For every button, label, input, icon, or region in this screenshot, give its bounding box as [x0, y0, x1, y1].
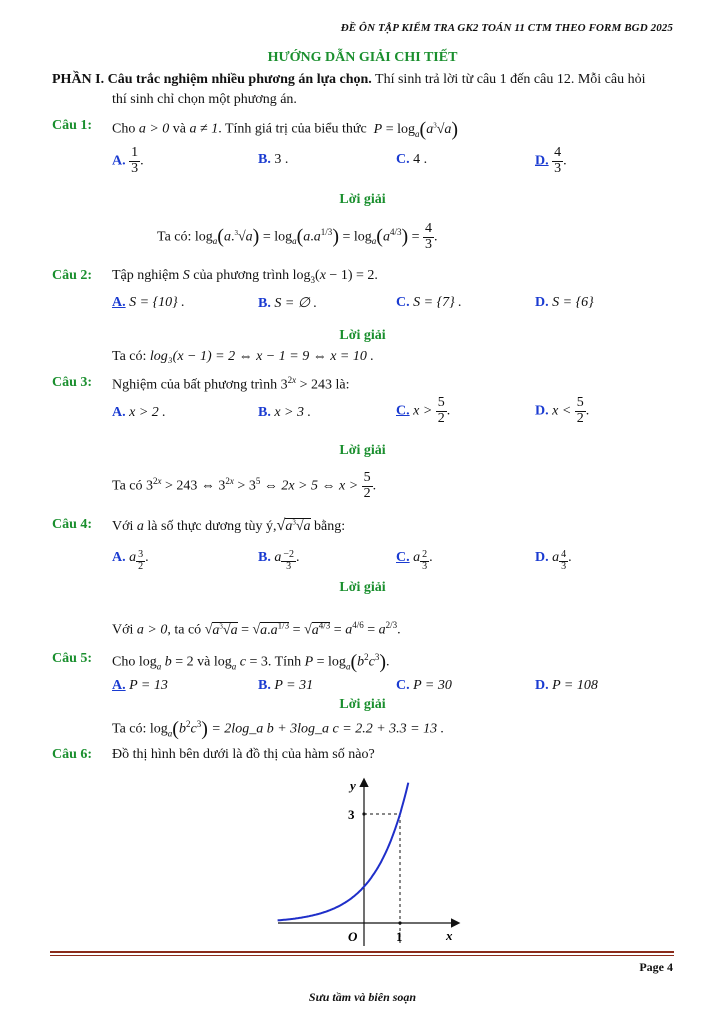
x-axis-label: x: [446, 928, 453, 943]
tick-y-mark: [362, 812, 365, 815]
q1-cond1: a > 0: [138, 121, 170, 137]
page-number: Page 4: [639, 960, 673, 974]
y-axis-label: y: [350, 778, 356, 793]
part1-intro: [52, 72, 645, 88]
q1-ask: . Tính giá trị của biểu thức: [218, 121, 367, 137]
q1-expression: $P = \log_a(a^3√a)$: [373, 118, 459, 140]
part1-label: PHẦN I.: [52, 72, 105, 87]
tick-x-label: 1: [396, 929, 403, 944]
q3-solution: Ta có $3^{2x} > 243$ ⇔ $3^{2x} > 3^5$ ⇔ 2x > 5 ⇔ x > $\frac{5}{2}$ .: [112, 470, 377, 501]
q4-option-d[interactable]: D. a $\frac{4}{3}$ .: [535, 549, 572, 572]
q2-solution-label: Lời giải: [339, 328, 386, 343]
question-5-text: Cho $\log_a b = 2$ và $\log_a c = 3$. Tính $P = \log_a(b^2c^3)$.: [112, 651, 390, 673]
part1-text1: Thí sinh trả lời từ câu 1 đến câu 12. Mỗi câu hỏi: [375, 72, 646, 87]
q3-solution-label: Lời giải: [339, 443, 386, 458]
document-header: ĐỀ ÔN TẬP KIỂM TRA GK2 TOÁN 11 CTM THEO FORM BGD 2025: [340, 22, 673, 34]
q4-solution: Với a > 0, ta có $√a^3√a = √a.a^{1/3} = √a^{4/3} = a^{4/6} = a^{2/3}$.: [112, 620, 401, 638]
exponential-graph: [260, 770, 470, 948]
question-3-text: Nghiệm của bất phương trình $3^{2x} > 243$ là:: [112, 375, 350, 393]
footer-note: Sưu tầm và biên soạn: [308, 990, 417, 1004]
main-title: HƯỚNG DẪN GIẢI CHI TIẾT: [267, 50, 458, 65]
function-curve: [278, 783, 409, 921]
footer-rule-thin: [50, 955, 674, 956]
q2-option-a[interactable]: A. S = {10} .: [112, 295, 185, 310]
question-6-label: Câu 6:: [52, 747, 93, 762]
q1-solution-label: Lời giải: [339, 192, 386, 207]
q1-cond2: a ≠ 1: [189, 121, 219, 137]
q4-option-a[interactable]: A. a $\frac{3}{2}$ .: [112, 549, 149, 572]
question-6-text: Đồ thị hình bên dưới là đồ thị của hàm số nào?: [112, 747, 375, 762]
q1-and: và: [172, 121, 187, 137]
q5-option-b[interactable]: B. P = 31: [258, 678, 314, 693]
q4-option-b[interactable]: B. a $\frac{-2}{3}$ .: [258, 549, 300, 572]
q1-option-d[interactable]: D. $\frac{4}{3}$ .: [535, 145, 567, 176]
q1-option-a[interactable]: A. $\frac{1}{3}$ .: [112, 145, 144, 176]
q2-solution: Ta có: log₃(x − 1) = 2 ⇔ x − 1 = 9 ⇔ x = 10 .: [112, 349, 374, 364]
q2-option-d[interactable]: D. S = {6}: [535, 295, 594, 310]
origin-label: O: [348, 929, 358, 944]
question-3-label: Câu 3:: [52, 375, 93, 390]
q4-option-c[interactable]: C. a $\frac{2}{3}$ .: [396, 549, 433, 572]
part1-text2: thí sinh chỉ chọn một phương án.: [112, 92, 297, 107]
question-1-text: [112, 118, 458, 141]
question-4-label: Câu 4:: [52, 517, 93, 532]
q1-option-c[interactable]: C. 4 .: [396, 152, 428, 167]
part1-bold-text: Câu trắc nghiệm nhiều phương án lựa chọn.: [107, 72, 372, 87]
q2-option-b[interactable]: B. S = ∅ .: [258, 296, 317, 311]
tick-x-mark: [398, 921, 401, 924]
q5-option-d[interactable]: D. P = 108: [535, 678, 598, 693]
q2-option-c[interactable]: C. S = {7} .: [396, 295, 462, 310]
q1-intro: Cho: [112, 121, 136, 137]
question-2-text: Tập nghiệm S của phương trình $\log_3(x - 1) = 2$.: [112, 268, 378, 285]
q1-option-b[interactable]: B. 3 .: [258, 152, 289, 167]
q1-solution: Ta có: $\log_a(a.^3√a) = \log_a(a.a^{1/3}) = \log_a(a^{4/3})$ = $\frac{4}{3}$ .: [157, 221, 438, 252]
q5-option-a[interactable]: A. P = 13: [112, 678, 168, 693]
q5-option-c[interactable]: C. P = 30: [396, 678, 452, 693]
footer-rule-thick: [50, 951, 674, 953]
q4-solution-label: Lời giải: [339, 580, 386, 595]
question-2-label: Câu 2:: [52, 268, 93, 283]
question-1-label: Câu 1:: [52, 118, 93, 133]
q5-solution-label: Lời giải: [339, 697, 386, 712]
q3-option-b[interactable]: B. x > 3 .: [258, 405, 312, 420]
question-5-label: Câu 5:: [52, 651, 93, 666]
q3-option-a[interactable]: A. x > 2 .: [112, 405, 166, 420]
q3-option-d[interactable]: D. x < $\frac{5}{2}$ .: [535, 395, 590, 426]
tick-y-label: 3: [348, 807, 355, 822]
question-4-text: Với a là số thực dương tùy $ý,√a^3√a$ bằng:: [112, 517, 346, 534]
q5-solution: Ta có: $\log_a(b^2c^3)$ = 2log_a b + 3log_a c = 2.2 + 3.3 = 13 .: [112, 718, 445, 740]
q3-option-c[interactable]: C. x > $\frac{5}{2}$ .: [396, 395, 451, 426]
